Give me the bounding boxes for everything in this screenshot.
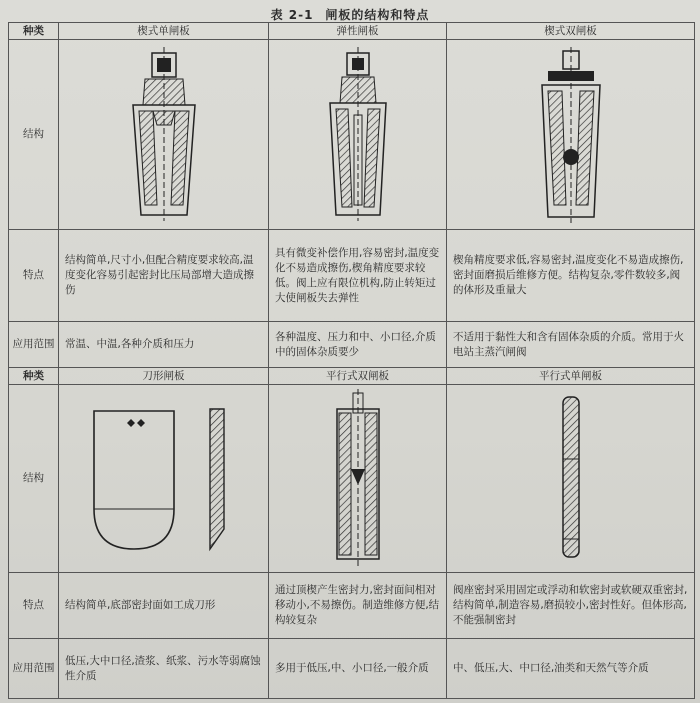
gate-table [8,22,695,699]
feature-cell: 楔角精度要求低,容易密封,温度变化不易造成擦伤,密封面磨损后维修方便。结构复杂,零件数较多,阀的体形及重量大 [447,230,695,322]
application-cell: 中、低压,大、中口径,油类和天然气等介质 [447,639,695,699]
elastic-gate-figure [269,40,447,230]
header-row-2 [9,368,695,385]
row-label: 应用范围 [9,639,59,699]
feature-cell: 通过顶楔产生密封力,密封面间相对移动小,不易擦伤。制造维修方便,结构较复杂 [269,573,447,639]
col-header: 平行式单闸板 [447,368,695,385]
table-caption [0,6,700,23]
col-header: 弹性闸板 [269,23,447,40]
application-cell: 低压,大中口径,渣浆、纸浆、污水等弱腐蚀性介质 [59,639,269,699]
feature-cell: 结构简单,尺寸小,但配合精度要求较高,温度变化容易引起密封比压局部增大造成擦伤 [59,230,269,322]
application-cell: 各种温度、压力和中、小口径,介质中的固体杂质要少 [269,322,447,368]
header-row-1 [9,23,695,40]
table-number: 表 2-1 [270,8,314,22]
feature-cell: 结构简单,底部密封面如工成刀形 [59,573,269,639]
structure-row-2 [9,385,695,573]
col-header: 刀形闸板 [59,368,269,385]
parallel-single-gate-figure [447,385,695,573]
wedge-single-gate-figure [59,40,269,230]
application-cell: 常温、中温,各种介质和压力 [59,322,269,368]
knife-gate-figure [59,385,269,573]
col-header: 楔式单闸板 [59,23,269,40]
feature-cell: 具有微变补偿作用,容易密封,温度变化不易造成擦伤,楔角精度要求较低。阀上应有限位机构,防止转矩过大使闸板失去弹性 [269,230,447,322]
application-cell: 不适用于黏性大和含有固体杂质的介质。常用于火电站主蒸汽闸阀 [447,322,695,368]
row-label: 结构 [9,385,59,573]
wedge-double-gate-figure [447,40,695,230]
feature-cell: 阀座密封采用固定或浮动和软密封或软硬双重密封,结构简单,制造容易,磨损较小,密封性好。但体形高,不能强制密封 [447,573,695,639]
row-label: 应用范围 [9,322,59,368]
structure-row-1 [9,40,695,230]
row-label: 特点 [9,230,59,322]
row-label: 特点 [9,573,59,639]
col-header: 平行式双闸板 [269,368,447,385]
row-label: 结构 [9,40,59,230]
type-label: 种类 [9,368,59,385]
col-header: 楔式双闸板 [447,23,695,40]
table-title: 闸板的结构和特点 [325,8,430,22]
feature-row-1 [9,230,695,322]
parallel-double-gate-figure [269,385,447,573]
feature-row-2 [9,573,695,639]
application-cell: 多用于低压,中、小口径,一般介质 [269,639,447,699]
application-row-2 [9,639,695,699]
application-row-1 [9,322,695,368]
type-label: 种类 [9,23,59,40]
